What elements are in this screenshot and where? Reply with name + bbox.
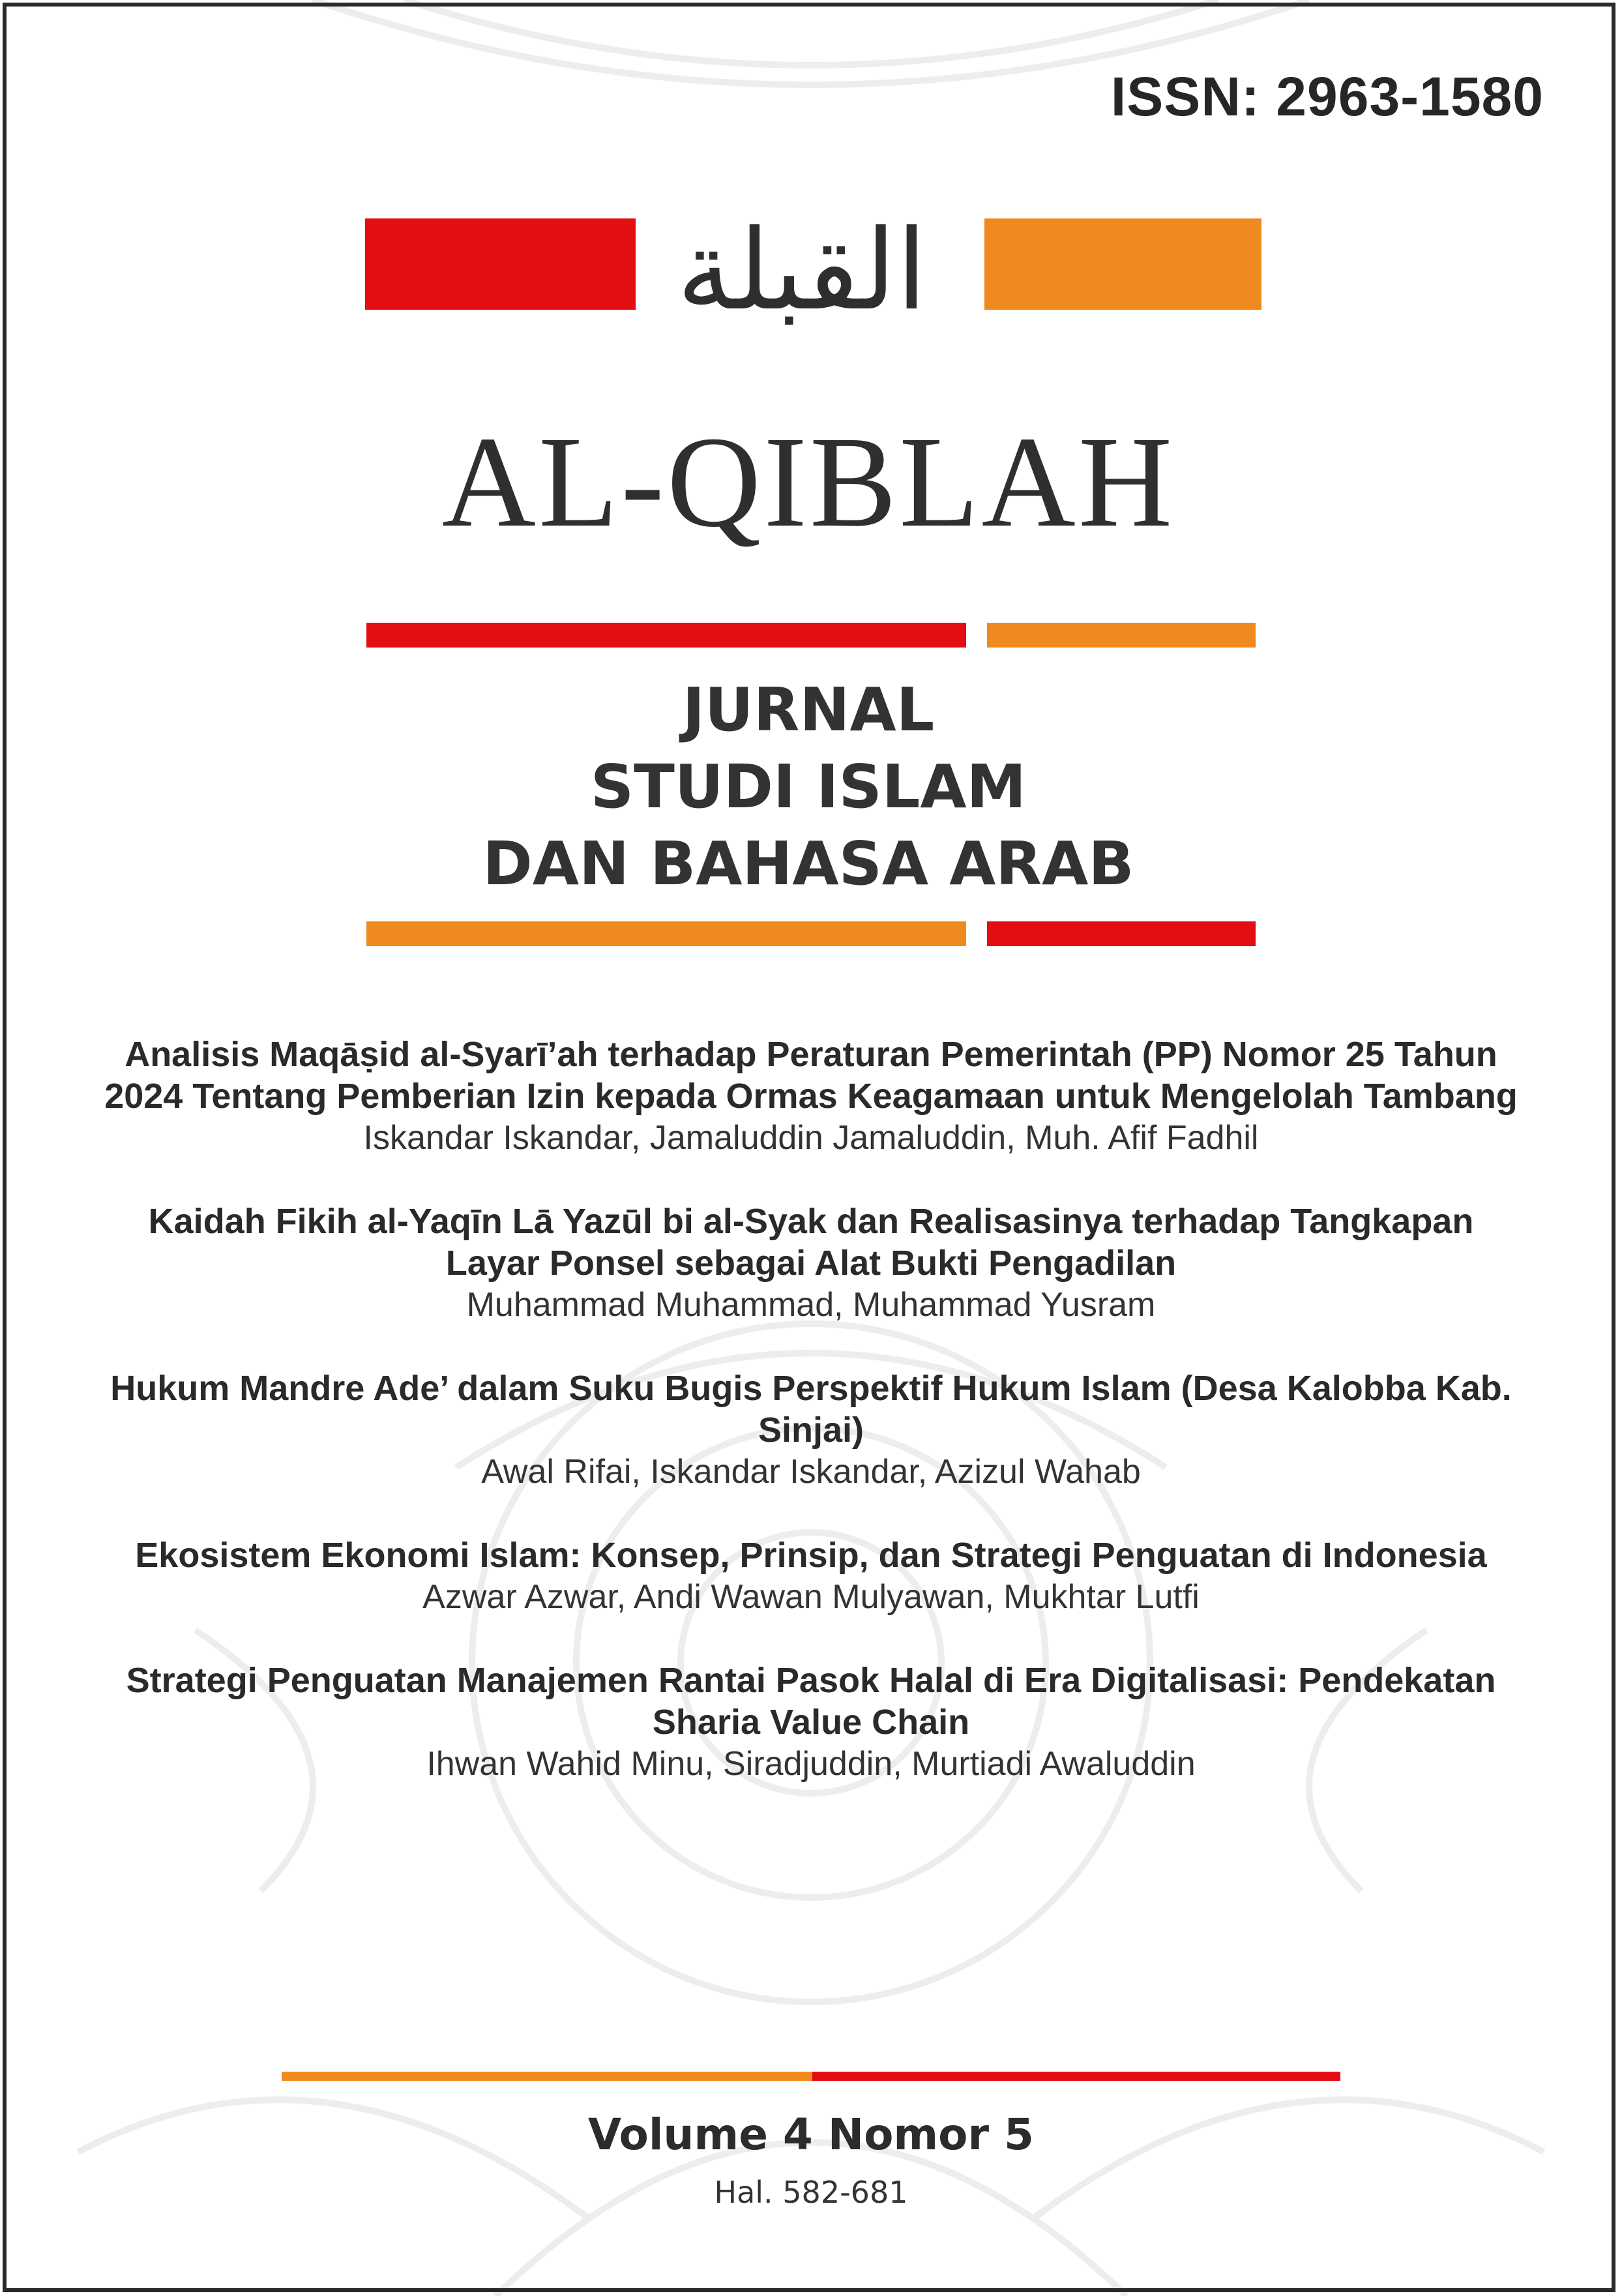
article-title: Ekosistem Ekonomi Islam: Konsep, Prinsip, dan Strategi Penguatan di Indonesia bbox=[135, 1536, 1487, 1575]
table-of-contents bbox=[98, 1034, 1524, 1826]
article-authors: Muhammad Muhammad, Muhammad Yusram bbox=[466, 1286, 1156, 1324]
subtitle-line-1: JURNAL bbox=[682, 675, 935, 745]
footer-bar-orange bbox=[282, 2072, 812, 2081]
arabic-logo-text: القبلة bbox=[677, 206, 927, 335]
volume-label: Volume 4 Nomor 5 bbox=[588, 2110, 1034, 2160]
article-title: Strategi Penguatan Manajemen Rantai Pasok Halal di Era Digitalisasi: Pendekatan Sharia Value Chain bbox=[126, 1661, 1496, 1742]
article-authors: Azwar Azwar, Andi Wawan Mulyawan, Mukhtar Lutfi bbox=[422, 1578, 1200, 1616]
article-authors: Iskandar Iskandar, Jamaluddin Jamaluddin, Muh. Afif Fadhil bbox=[363, 1119, 1259, 1157]
article-entry bbox=[98, 1660, 1524, 1785]
page-range: Hal. 582-681 bbox=[714, 2175, 908, 2210]
article-title: Kaidah Fikih al-Yaqīn Lā Yazūl bi al-Syak dan Realisasinya terhadap Tangkapan Layar Ponsel sebagai Alat Bukti Pengadilan bbox=[148, 1202, 1474, 1283]
article-entry bbox=[98, 1367, 1524, 1493]
divider-bar-orange-upper bbox=[987, 623, 1256, 648]
article-entry bbox=[98, 1034, 1524, 1159]
journal-subtitle bbox=[365, 672, 1252, 902]
journal-name: AL-QIBLAH bbox=[441, 410, 1175, 554]
article-entry bbox=[98, 1200, 1524, 1326]
issn-label: ISSN: 2963-1580 bbox=[1110, 66, 1544, 127]
logo-bar-orange-top bbox=[984, 218, 1261, 310]
subtitle-line-3: DAN BAHASA ARAB bbox=[482, 829, 1134, 899]
article-title: Analisis Maqāṣid al-Syarī’ah terhadap Peraturan Pemerintah (PP) Nomor 25 Tahun 2024 Tentang Pemberian Izin kepada Ormas Keagamaan untuk Mengelolah Tambang bbox=[104, 1035, 1518, 1116]
divider-bar-orange-lower bbox=[366, 921, 966, 946]
article-title: Hukum Mandre Ade’ dalam Suku Bugis Perspektif Hukum Islam (Desa Kalobba Kab. Sinjai) bbox=[110, 1369, 1512, 1450]
article-authors: Awal Rifai, Iskandar Iskandar, Azizul Wahab bbox=[481, 1453, 1141, 1491]
logo-bar-red-top bbox=[365, 218, 636, 310]
footer-bar-red bbox=[812, 2072, 1340, 2081]
divider-bar-red-upper bbox=[366, 623, 966, 648]
article-entry bbox=[98, 1534, 1524, 1618]
article-authors: Ihwan Wahid Minu, Siradjuddin, Murtiadi Awaluddin bbox=[426, 1745, 1196, 1783]
divider-bar-red-lower bbox=[987, 921, 1256, 946]
subtitle-line-2: STUDI ISLAM bbox=[590, 752, 1027, 822]
